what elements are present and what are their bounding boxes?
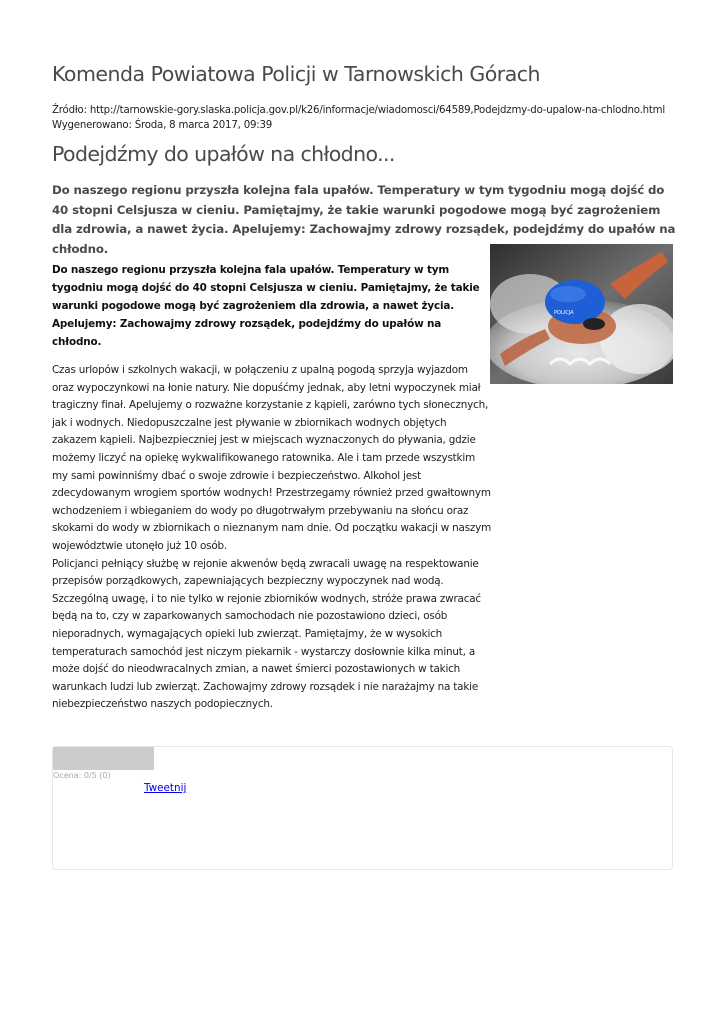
generated-line: Wygenerowano: Środa, 8 marca 2017, 09:39 xyxy=(52,120,273,131)
body-paragraph: Czas urlopów i szkolnych wakacji, w połączeniu z upalną pogodą sprzyja wyjazdom oraz wypoczynkowi na łonie natury. Nie dopuśćmy jednak, aby letni wypoczynek miał tragiczny finał. Apelujemy o rozważne korzystanie z kąpieli, zarówno tych słonecznych, jak i wodnych. Niedopuszczalne jest pływanie w zbiornikach wodnych objętych zakazem kąpieli. Najbezpieczniej jest w miejscach wyznaczonych do pływania, gdzie możemy liczyć na opiekę wykwalifikowanego ratownika. Ale i tam przede wszystkim my sami powinniśmy dbać o swoje zdrowie i bezpieczeństwo. Alkohol jest zdecydowanym wrogiem sportów wodnych! Przestrzegamy również przed gwałtownym wchodzeniem i wbieganiem do wody po długotrwałym przebywaniu na słońcu oraz skokami do wody w zbiornikach o nieznanym nam dnie. Od początku wakacji w naszym województwie utonęło już 10 osób. xyxy=(52,364,492,552)
article-body xyxy=(52,362,492,714)
cap-text: POLICJA xyxy=(554,310,574,316)
rating-label: Ocena: 0/5 (0) xyxy=(53,771,111,780)
swimmer-illustration xyxy=(490,244,673,384)
body-paragraph: Policjanci pełniący służbę w rejonie akwenów będą zwracali uwagę na respektowanie przepisów porządkowych, zapewniających bezpieczny wypoczynek nad wodą. Szczególną uwagę, i to nie tylko w rejonie zbiorników wodnych, stróże prawa zwracać będą na to, czy w zaparkowanych samochodach nie pozostawiono dzieci, osób nieporadnych, wymagających opieki lub zwierząt. Pamiętajmy, że w wysokich temperaturach samochód jest niczym piekarnik - wystarczy dosłownie kilka minut, a może dojść do nieodwracalnych zmian, a nawet śmierci pozostawionych w takich warunkach ludzi lub zwierząt. Zachowajmy zdrowy rozsądek i nie narażajmy na takie niebezpieczeństwo naszych podopiecznych. xyxy=(52,557,481,711)
document-meta xyxy=(52,103,692,133)
article-intro: Do naszego regionu przyszła kolejna fala upałów. Temperatury w tym tygodniu mogą dojść do 40 stopni Celsjusza w cieniu. Pamiętajmy, że takie warunki pogodowe mogą być zagrożeniem dla zdrowia, a nawet życia. Apelujemy: Zachowajmy zdrowy rozsądek, podejdźmy do upałów na chłodno. xyxy=(52,264,480,348)
article-lead: Do naszego regionu przyszła kolejna fala upałów. Temperatury w tym tygodniu mogą dojść do 40 stopni Celsjusza w cieniu. Pamiętajmy, że takie warunki pogodowe mogą być zagrożeniem dla zdrowia, a nawet życia. Apelujemy: Zachowajmy zdrowy rozsądek, podejdźmy do upałów na chłodno. xyxy=(52,183,676,256)
swimmer-photo xyxy=(490,244,673,384)
site-title: Komenda Powiatowa Policji w Tarnowskich Górach xyxy=(52,62,541,86)
rating-box xyxy=(52,746,673,870)
tweet-link[interactable]: Tweetnij xyxy=(144,782,187,794)
rating-stars[interactable] xyxy=(53,747,154,770)
article-title: Podejdźmy do upałów na chłodno... xyxy=(52,142,395,166)
source-line: Źródło: http://tarnowskie-gory.slaska.policja.gov.pl/k26/informacje/wiadomosci/64589,Podejdzmy-do-upalow-na-chlodno.html xyxy=(52,105,666,116)
